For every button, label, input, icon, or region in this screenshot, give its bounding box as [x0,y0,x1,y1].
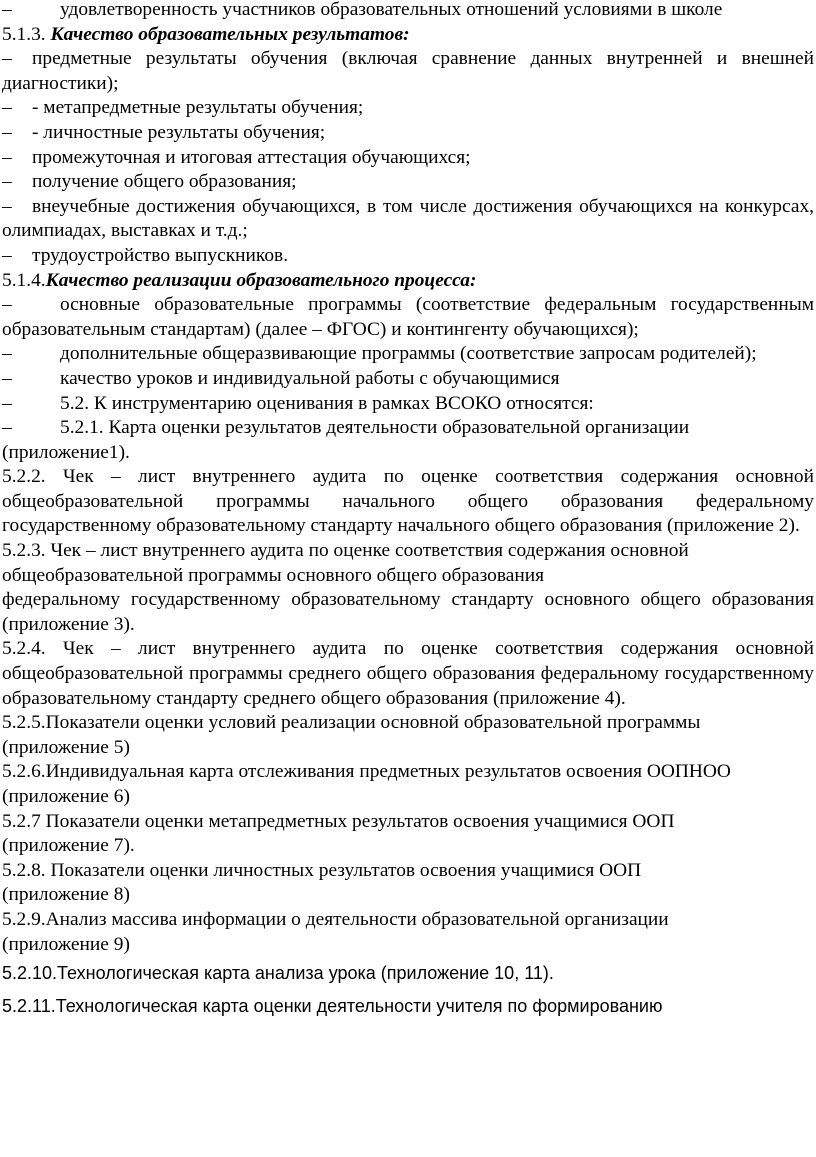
dash-marker: – [2,97,12,119]
item-5-2-1: – 5.2.1. Карта оценки результатов деятельности образовательной организации [2,416,814,441]
item-5-2-7: 5.2.7 Показатели оценки метапредметных результатов освоения учащимися ООП [2,810,675,832]
item-employment: – трудоустройство выпускников. [2,244,814,269]
item-general-education: – получение общего образования; [2,170,814,195]
dash-marker: – [2,0,12,20]
dash-marker: – [2,294,12,316]
dash-marker: – [2,195,12,217]
item-subject-results: – предметные результаты обучения (включая сравнение данных внутренней и внешней диагностики); [2,48,814,94]
item-5-2-3-end: федеральному государственному образовательному стандарту основного общего образования (приложение 3). [2,589,814,635]
item-satisfaction: – удовлетворенность участников образовательных отношений условиями в школе [2,0,814,23]
heading-5-1-4: 5.1.4.Качество реализации образовательного процесса: [2,269,477,291]
item-5-2-5: 5.2.5.Показатели оценки условий реализации основной образовательной программы [2,712,701,734]
dash-marker: – [2,417,12,439]
dash-marker: – [2,343,12,365]
dash-marker: – [2,146,12,168]
item-5-2-7-appendix: (приложение 7). [2,835,135,857]
item-5-2-1-appendix: (приложение1). [2,441,130,463]
item-5-2-3: 5.2.3. Чек – лист внутреннего аудита по оценке соответствия содержания основной [2,540,689,562]
dash-marker: – [2,367,12,389]
item-additional-programs: – дополнительные общеразвивающие программы (соответствие запросам родителей); [2,342,814,367]
item-5-2-5-appendix: (приложение 5) [2,736,130,758]
dash-marker: – [2,392,12,414]
item-5-2-tools: – 5.2. К инструментарию оценивания в рамках ВСОКО относятся: [2,392,814,417]
heading-5-1-3: 5.1.3. Качество образовательных результатов: [2,23,410,45]
item-personal-results: – - личностные результаты обучения; [2,121,814,146]
item-5-2-11: 5.2.11.Технологическая карта оценки деятельности учителя по формированию [2,996,663,1017]
item-5-2-6-appendix: (приложение 6) [2,786,130,807]
item-5-2-9: 5.2.9.Анализ массива информации о деятельности образовательной организации [2,908,669,930]
item-5-2-8: 5.2.8. Показатели оценки личностных результатов освоения учащимися ООП [2,859,642,881]
item-attestation: – промежуточная и итоговая аттестация обучающихся; [2,146,814,171]
item-5-2-4: 5.2.4. Чек – лист внутреннего аудита по оценке соответствия содержания основной общеобразовательной программы среднего общего образования федеральному государственному образовательному стандарту среднего общего образования (приложение 4). [2,638,814,709]
item-5-2-9-appendix: (приложение 9) [2,933,130,955]
dash-marker: – [2,171,12,193]
item-5-2-3-cont: общеобразовательной программы основного общего образования [2,564,545,586]
dash-marker: – [2,48,12,70]
item-5-2-6: 5.2.6.Индивидуальная карта отслеживания предметных результатов освоения ООПНОО [2,761,731,783]
item-extracurricular: – внеучебные достижения обучающихся, в том числе достижения обучающихся на конкурсах, олимпиадах, выставках и т.д.; [2,195,814,242]
item-5-2-10: 5.2.10.Технологическая карта анализа урока (приложение 10, 11). [2,963,554,984]
item-lesson-quality: – качество уроков и индивидуальной работы с обучающимися [2,367,814,392]
item-5-2-2: 5.2.2. Чек – лист внутреннего аудита по оценке соответствия содержания основной общеобразовательной программы начального общего образования федеральному государственному образовательному стандарту начального общего образования (приложение 2). [2,466,814,537]
dash-marker: – [2,121,12,143]
item-metasubject-results: – - метапредметные результаты обучения; [2,96,814,121]
item-5-2-8-appendix: (приложение 8) [2,884,130,906]
dash-marker: – [2,244,12,266]
item-main-programs: – основные образовательные программы (соответствие федеральным государственным образовательным стандартам) (далее – ФГОС) и контингенту обучающихся); [2,294,814,340]
